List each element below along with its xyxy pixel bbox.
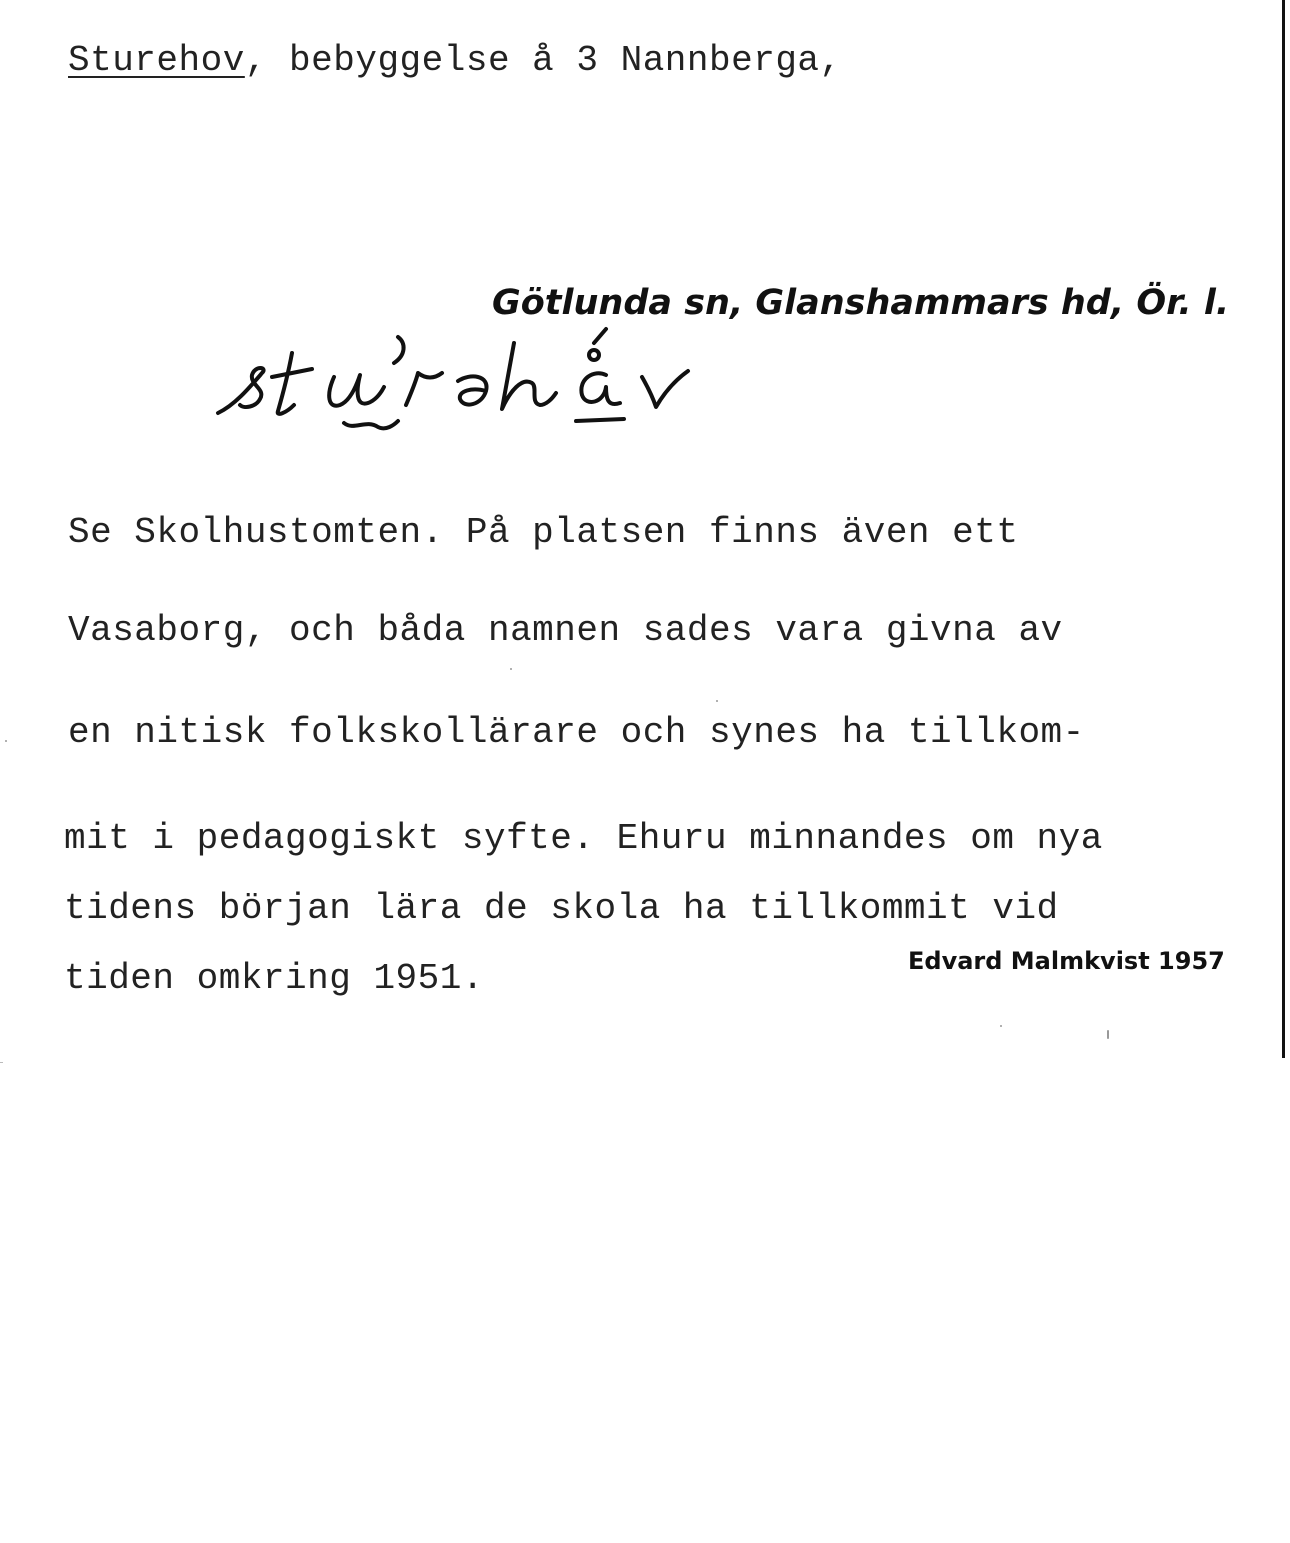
card-right-edge bbox=[1282, 0, 1285, 1058]
heading-description: , bebyggelse å 3 Nannberga, bbox=[244, 40, 842, 81]
speck bbox=[1000, 1025, 1002, 1027]
speck bbox=[510, 668, 512, 670]
card-heading bbox=[68, 40, 842, 81]
body-line-1: Se Skolhustomten. På platsen finns även ett bbox=[68, 512, 1019, 553]
location-stamp: Götlunda sn, Glanshammars hd, Ör. l. bbox=[492, 283, 1230, 323]
speck bbox=[716, 700, 718, 702]
ink-mark bbox=[1107, 1030, 1109, 1039]
speck bbox=[5, 740, 7, 742]
signature-stamp: Edvard Malmkvist 1957 bbox=[908, 947, 1225, 975]
card-bottom-edge bbox=[0, 1062, 1290, 1063]
body-line-2: Vasaborg, och båda namnen sades vara givna av bbox=[68, 610, 1063, 651]
headword: Sturehov bbox=[68, 40, 245, 81]
body-line-4: mit i pedagogiskt syfte. Ehuru minnandes om nya bbox=[64, 818, 1103, 859]
handwritten-pronunciation bbox=[210, 325, 710, 435]
body-line-5: tidens början lära de skola ha tillkommit vid bbox=[64, 888, 1059, 929]
body-line-6: tiden omkring 1951. bbox=[64, 958, 484, 999]
body-line-3: en nitisk folkskollärare och synes ha tillkom- bbox=[68, 712, 1085, 753]
